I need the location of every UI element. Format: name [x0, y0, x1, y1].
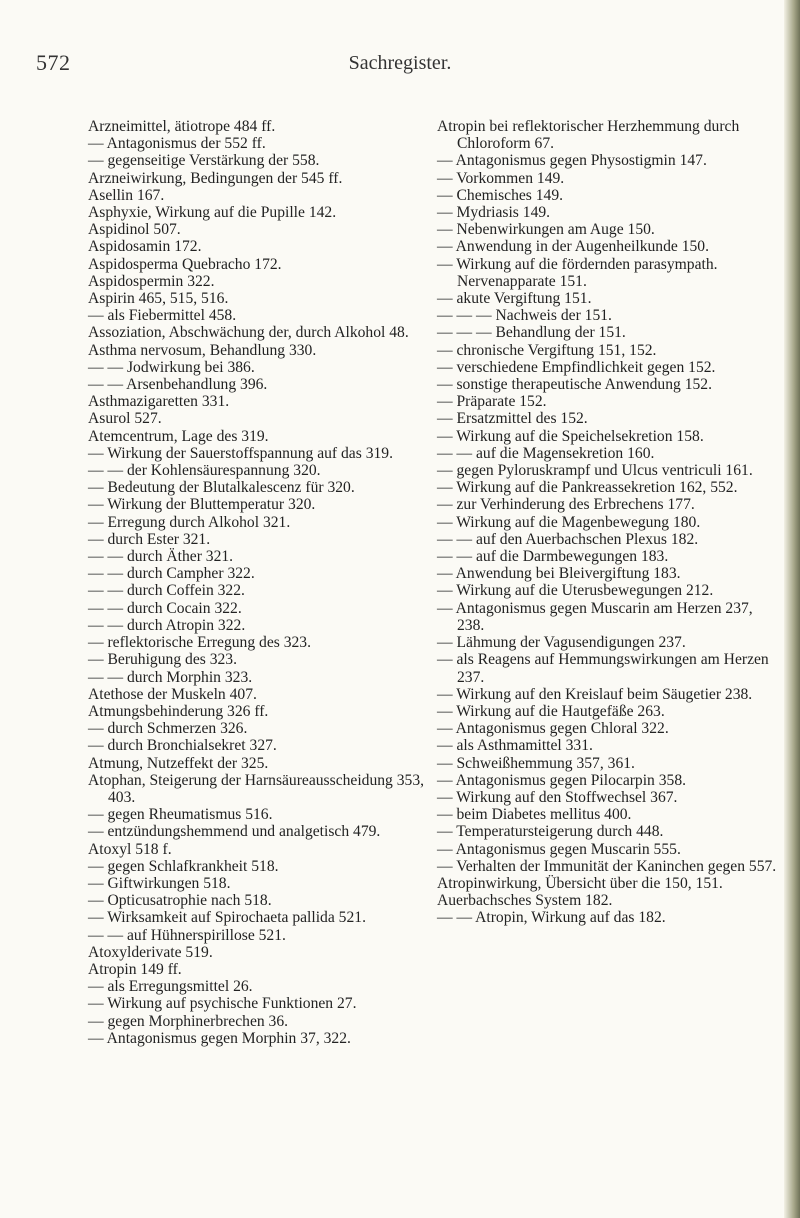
index-entry: — Wirkung auf die Speichelsekretion 158. [437, 427, 704, 445]
index-entry: — — durch Campher 322. [88, 565, 255, 583]
index-entry: — gegen Rheumatismus 516. [88, 806, 273, 824]
index-entry: Atethose der Muskeln 407. [88, 685, 257, 703]
index-entry: — Erregung durch Alkohol 321. [88, 513, 291, 531]
index-entry: — Antagonismus gegen Muscarin am Herzen 237, 238. [437, 599, 753, 634]
index-entry: — Antagonismus gegen Physostigmin 147. [437, 152, 707, 170]
index-entry: — durch Schmerzen 326. [88, 720, 248, 738]
index-entry: — als Erregungsmittel 26. [88, 978, 253, 996]
index-entry: — Antagonismus der 552 ff. [88, 135, 266, 153]
index-entry: — — Jodwirkung bei 386. [88, 358, 255, 376]
index-entry: — — der Kohlensäurespannung 320. [88, 462, 321, 480]
index-entry: Assoziation, Abschwächung der, durch Alkohol 48. [88, 324, 409, 342]
index-entry: — — auf die Magensekretion 160. [437, 444, 655, 462]
index-entry: — Wirkung auf die Hautgefäße 263. [437, 702, 665, 720]
index-entry: — Wirkung auf die Magenbewegung 180. [437, 513, 701, 531]
index-entry: — Antagonismus gegen Morphin 37, 322. [88, 1029, 351, 1047]
index-entry: Atropinwirkung, Übersicht über die 150, 151. [437, 874, 723, 892]
index-entry: Asellin 167. [88, 186, 165, 204]
index-entry: — Temperatursteigerung durch 448. [437, 823, 664, 841]
index-entry: — Bedeutung der Blutalkalescenz für 320. [88, 479, 355, 497]
index-entry: — Giftwirkungen 518. [88, 874, 231, 892]
index-entry: Aspidosperma Quebracho 172. [88, 255, 282, 273]
index-entry: — Wirkung auf die fördernden parasympath. Nervenapparate 151. [437, 255, 718, 290]
index-entry: — Wirkung auf den Kreislauf beim Säugetier 238. [437, 685, 753, 703]
index-entry: — gegen Schlafkrankheit 518. [88, 857, 279, 875]
index-entry: — gegenseitige Verstärkung der 558. [88, 152, 320, 170]
index-entry: Atoxyl 518 f. [88, 840, 172, 858]
index-entry: — Opticusatrophie nach 518. [88, 892, 272, 910]
index-entry: Atoxylderivate 519. [88, 943, 213, 961]
index-entry: — Antagonismus gegen Chloral 322. [437, 720, 669, 738]
index-entry: — — durch Cocain 322. [88, 599, 242, 617]
index-column-right [437, 118, 777, 927]
index-entry: — sonstige therapeutische Anwendung 152. [437, 376, 713, 394]
index-entry: — — Arsenbehandlung 396. [88, 376, 268, 394]
index-entry: Atophan, Steigerung der Harnsäureausscheidung 353, 403. [88, 771, 425, 806]
page-number: 572 [36, 50, 71, 75]
index-entry: — Antagonismus gegen Pilocarpin 358. [437, 771, 687, 789]
index-entry: Aspidinol 507. [88, 221, 181, 239]
index-entry: — Verhalten der Immunität der Kaninchen gegen 557. [437, 857, 777, 875]
index-entry: — akute Vergiftung 151. [437, 290, 592, 308]
index-entry: Asthma nervosum, Behandlung 330. [88, 341, 317, 359]
index-entry: — — durch Coffein 322. [88, 582, 245, 600]
index-entry: — — auf den Auerbachschen Plexus 182. [437, 530, 699, 548]
index-entry: — gegen Morphinerbrechen 36. [88, 1012, 289, 1030]
index-entry: Atemcentrum, Lage des 319. [88, 427, 269, 445]
index-entry: Arzneiwirkung, Bedingungen der 545 ff. [88, 169, 343, 187]
index-entry: — Wirkung auf die Pankreassekretion 162, 552. [437, 479, 738, 497]
index-entry: — Wirkung der Sauerstoffspannung auf das 319. [88, 444, 393, 462]
index-entry: — Anwendung bei Bleivergiftung 183. [437, 565, 681, 583]
index-entry: — — durch Morphin 323. [88, 668, 253, 686]
index-entry: Atropin 149 ff. [88, 960, 182, 978]
index-entry: — chronische Vergiftung 151, 152. [437, 341, 657, 359]
index-entry: — — auf die Darmbewegungen 183. [437, 548, 669, 566]
index-entry: — durch Bronchialsekret 327. [88, 737, 277, 755]
index-entry: — Anwendung in der Augenheilkunde 150. [437, 238, 709, 256]
page-edge-shadow [784, 0, 800, 1218]
index-entry: — durch Ester 321. [88, 530, 211, 548]
index-entry: — — durch Atropin 322. [88, 616, 246, 634]
index-entry: Aspidosamin 172. [88, 238, 202, 256]
index-entry: — Antagonismus gegen Muscarin 555. [437, 840, 681, 858]
index-entry: — Nebenwirkungen am Auge 150. [437, 221, 655, 239]
index-entry: Auerbachsches System 182. [437, 892, 613, 910]
index-entry: Atmung, Nutzeffekt der 325. [88, 754, 269, 772]
index-entry: Atmungsbehinderung 326 ff. [88, 702, 269, 720]
page-header [0, 0, 800, 100]
index-entry: — reflektorische Erregung des 323. [88, 634, 312, 652]
index-entry: — Wirksamkeit auf Spirochaeta pallida 521. [88, 909, 366, 927]
index-entry: — entzündungshemmend und analgetisch 479. [88, 823, 381, 841]
index-entry: — — durch Äther 321. [88, 548, 234, 566]
index-entry: — Wirkung auf psychische Funktionen 27. [88, 995, 357, 1013]
index-entry: — Beruhigung des 323. [88, 651, 237, 669]
index-entry: Atropin bei reflektorischer Herzhemmung durch Chloroform 67. [437, 118, 740, 153]
index-entry: Asphyxie, Wirkung auf die Pupille 142. [88, 204, 337, 222]
index-entry: — — auf Hühnerspirillose 521. [88, 926, 286, 944]
index-entry: — als Reagens auf Hemmungswirkungen am Herzen 237. [437, 651, 769, 686]
index-entry: Asurol 527. [88, 410, 162, 428]
index-entry: — — — Nachweis der 151. [437, 307, 612, 325]
index-entry: — verschiedene Empfindlichkeit gegen 152. [437, 358, 716, 376]
index-entry: — beim Diabetes mellitus 400. [437, 806, 632, 824]
index-column-left [88, 118, 443, 1047]
index-entry: — — — Behandlung der 151. [437, 324, 626, 342]
index-entry: — Schweißhemmung 357, 361. [437, 754, 635, 772]
index-entry: Arzneimittel, ätiotrope 484 ff. [88, 118, 276, 135]
index-entry: — Wirkung auf den Stoffwechsel 367. [437, 788, 678, 806]
index-entry: — Präparate 152. [437, 393, 547, 411]
index-entry: — als Asthmamittel 331. [437, 737, 593, 755]
index-entry: — zur Verhinderung des Erbrechens 177. [437, 496, 695, 514]
index-entry: — Vorkommen 149. [437, 169, 565, 187]
index-entry: — Wirkung auf die Uterusbewegungen 212. [437, 582, 714, 600]
index-entry: — als Fiebermittel 458. [88, 307, 237, 325]
index-entry: — gegen Pyloruskrampf und Ulcus ventriculi 161. [437, 462, 753, 480]
index-entry: — Wirkung der Bluttemperatur 320. [88, 496, 316, 514]
index-entry: Aspidospermin 322. [88, 272, 215, 290]
index-entry: Aspirin 465, 515, 516. [88, 290, 229, 308]
index-entry: — Chemisches 149. [437, 186, 564, 204]
index-entry: — Mydriasis 149. [437, 204, 551, 222]
index-entry: — — Atropin, Wirkung auf das 182. [437, 909, 666, 927]
index-entry: — Lähmung der Vagusendigungen 237. [437, 634, 686, 652]
index-entry: — Ersatzmittel des 152. [437, 410, 588, 428]
running-title: Sachregister. [348, 52, 452, 74]
index-entry: Asthmazigaretten 331. [88, 393, 230, 411]
